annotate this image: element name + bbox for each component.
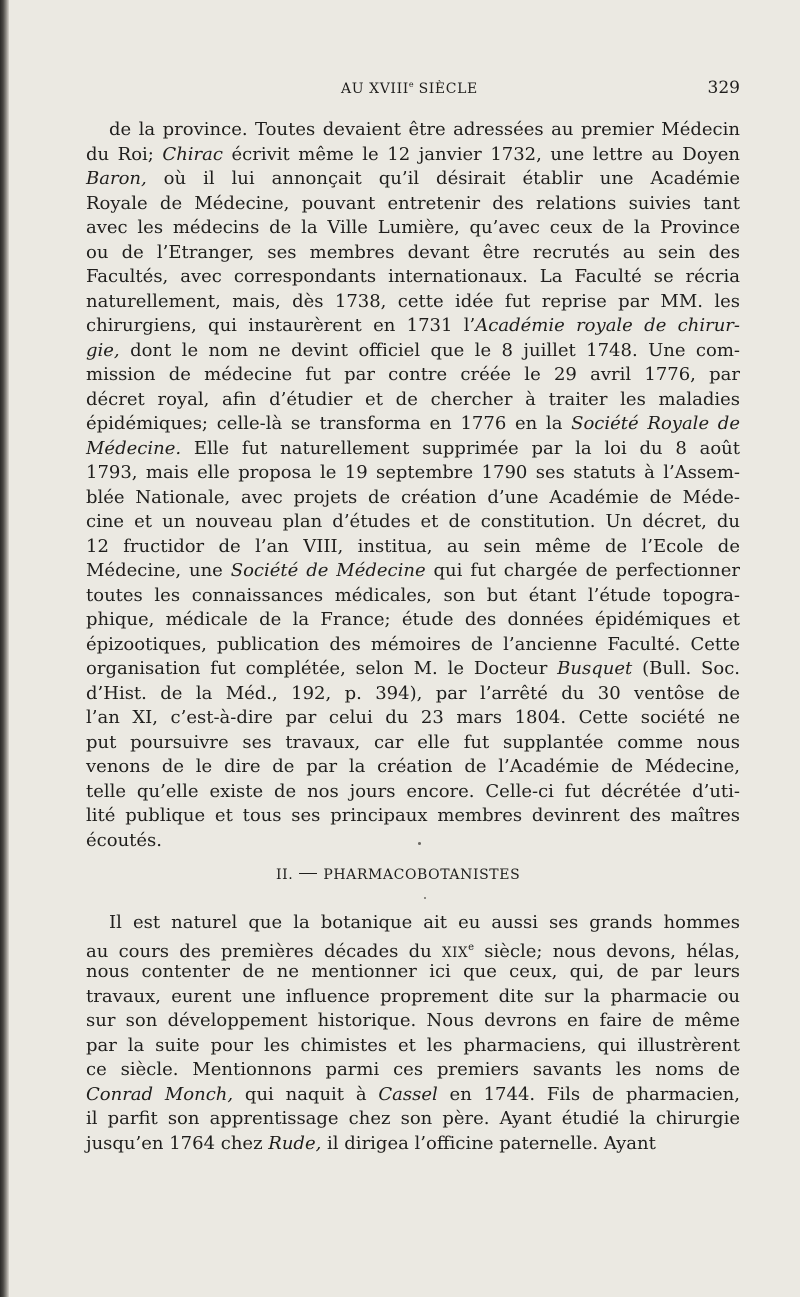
text-line	[86, 1034, 740, 1059]
text-line	[86, 911, 740, 936]
paragraph-pharmacobotanists	[86, 911, 740, 1156]
text-run: d’Hist. de la Méd., 192, p. 394), par l’arrêté du 30 ventôse de	[86, 682, 740, 704]
text-line	[86, 584, 740, 609]
text-line	[86, 412, 740, 437]
text-run: lité publique et tous ses principaux membres devinrent des maîtres	[86, 805, 740, 826]
text-run: Elle fut naturellement supprimée par la loi du 8 août	[181, 437, 740, 459]
italic-run: Cassel	[378, 1083, 438, 1105]
text-run: organisation fut complétée, selon M. le Docteur	[86, 658, 558, 679]
section-title: PHARMACOBOTANISTES	[323, 867, 521, 883]
text-line	[86, 265, 740, 290]
text-run: épidémiques; celle-là se transforma en 1776 en la	[86, 413, 572, 434]
text-run: mission de médecine fut par contre créée le 29 avril 1776, par	[86, 364, 740, 385]
text-run: ou de l’Etranger, ses membres devant être recrutés au sein des	[86, 241, 740, 263]
text-run: dont le nom ne devint officiel que le 8 juillet 1748. Une com-	[119, 339, 740, 361]
text-run: blée Nationale, avec projets de création d’une Académie de Méde-	[86, 486, 740, 508]
book-page	[86, 0, 740, 1297]
text-line	[86, 1132, 740, 1157]
text-line	[86, 437, 740, 462]
text-line	[86, 1083, 740, 1108]
book-spine-edge	[0, 0, 9, 1297]
paper-speck	[424, 897, 426, 899]
text-line	[86, 535, 740, 560]
text-line	[86, 461, 740, 486]
section-number: II.	[276, 867, 294, 883]
italic-run: Chirac	[162, 143, 223, 165]
text-run: il dirigea l’officine paternelle. Ayant	[321, 1132, 656, 1154]
italic-run: Médecine.	[86, 437, 182, 459]
text-run: sur son développement historique. Nous devrons en faire de même	[86, 1010, 740, 1031]
text-line	[86, 608, 740, 633]
section-heading	[276, 867, 520, 883]
superscript-run: e	[468, 941, 474, 953]
text-line	[86, 960, 740, 985]
text-line	[86, 731, 740, 756]
text-line	[86, 167, 740, 192]
italic-run: Société Royale de	[571, 413, 740, 434]
text-run: épizootiques, publication des mémoires de l’ancienne Faculté. Cette	[86, 633, 740, 655]
text-line	[86, 290, 740, 315]
running-head	[86, 78, 740, 100]
heading-dash	[299, 873, 317, 874]
text-run: venons de le dire de par la création de l’Académie de Médecine,	[86, 756, 740, 777]
text-run: où il lui annonçait qu’il désirait établir une Académie	[146, 168, 740, 189]
text-run: l’an XI, c’est-à-dire par celui du 23 mars 1804. Cette société ne	[86, 707, 740, 728]
text-run: chirurgiens, qui instaurèrent en 1731 l’	[86, 315, 476, 336]
text-run: Médecine, une	[86, 560, 231, 581]
italic-run: Rude,	[268, 1132, 322, 1154]
text-run: 12 fructidor de l’an VIII, institua, au sein même de l’Ecole de	[86, 535, 740, 557]
text-run: Il est naturel que la botanique ait eu aussi ses grands hommes	[109, 912, 740, 933]
text-run: put poursuivre ses travaux, car elle fut supplantée comme nous	[86, 731, 740, 753]
text-line	[86, 633, 740, 658]
text-line	[86, 1009, 740, 1034]
text-line	[86, 339, 740, 364]
text-run: siècle; nous devons, hélas,	[474, 940, 740, 962]
text-line	[86, 657, 740, 682]
paragraph-academies	[86, 118, 740, 853]
small-caps-run: XIX	[442, 944, 469, 961]
text-line	[86, 804, 740, 829]
text-line	[86, 118, 740, 143]
text-run: travaux, eurent une influence proprement dite sur la pharmacie ou	[86, 985, 740, 1007]
italic-run: Conrad Monch,	[86, 1083, 234, 1105]
text-run: jusqu’en 1764 chez	[86, 1132, 269, 1154]
text-run: toutes les connaissances médicales, son but étant l’étude topogra-	[86, 584, 740, 606]
text-run: de la province. Toutes devaient être adressées au premier Médecin	[109, 119, 740, 140]
italic-run: Académie royale de chirur-	[475, 315, 740, 336]
italic-run: Busquet	[557, 658, 633, 679]
text-line	[86, 192, 740, 217]
text-run: en 1744. Fils de pharmacien,	[437, 1083, 740, 1105]
text-line	[86, 936, 740, 961]
text-run: avec les médecins de la Ville Lumière, qu’avec ceux de la Province	[86, 217, 740, 238]
text-line	[86, 388, 740, 413]
text-run: écoutés.	[86, 829, 163, 851]
text-line	[86, 682, 740, 707]
text-line	[86, 1058, 740, 1083]
text-run: qui naquit à	[233, 1083, 379, 1105]
text-line	[86, 143, 740, 168]
text-run: il parfit son apprentissage chez son père. Ayant étudié la chirurgie	[86, 1108, 740, 1129]
text-run: décret royal, afin d’étudier et de chercher à traiter les maladies	[86, 388, 740, 410]
text-run: 1793, mais elle proposa le 19 septembre 1790 ses statuts à l’Assem-	[86, 462, 740, 483]
text-run: Facultés, avec correspondants internationaux. La Faculté se récria	[86, 266, 740, 287]
text-run: au cours des premières décades du	[86, 940, 443, 962]
text-line	[86, 1107, 740, 1132]
text-line	[86, 486, 740, 511]
text-run: qui fut chargée de perfectionner	[425, 560, 740, 581]
text-run: écrivit même le 12 janvier 1732, une lettre au Doyen	[222, 143, 740, 165]
text-run: naturellement, mais, dès 1738, cette idée fut reprise par MM. les	[86, 290, 740, 312]
text-run: nous contenter de ne mentionner ici que ceux, qui, de par leurs	[86, 961, 740, 982]
text-line	[86, 314, 740, 339]
text-run: (Bull. Soc.	[632, 658, 740, 679]
text-run: phique, médicale de la France; étude des données épidémiques et	[86, 609, 740, 630]
italic-run: Société de Médecine	[230, 560, 426, 581]
page-number: 329	[707, 78, 740, 98]
text-line	[86, 216, 740, 241]
text-run: Royale de Médecine, pouvant entretenir des relations suivies tant	[86, 192, 740, 214]
text-line	[86, 780, 740, 805]
text-line	[86, 510, 740, 535]
text-line	[86, 829, 740, 854]
italic-run: gie,	[86, 339, 120, 361]
text-line	[86, 363, 740, 388]
text-line	[86, 755, 740, 780]
text-run: ce siècle. Mentionnons parmi ces premiers savants les noms de	[86, 1059, 740, 1080]
text-line	[86, 706, 740, 731]
text-line	[86, 985, 740, 1010]
text-run: par la suite pour les chimistes et les pharmaciens, qui illustrèrent	[86, 1034, 740, 1056]
text-line	[86, 241, 740, 266]
text-run: telle qu’elle existe de nos jours encore. Celle-ci fut décrétée d’uti-	[86, 780, 740, 802]
running-head-title: AU XVIIIe SIÈCLE	[341, 80, 478, 97]
text-run: cine et un nouveau plan d’études et de constitution. Un décret, du	[86, 511, 740, 532]
text-run: du Roi;	[86, 143, 163, 165]
paper-speck	[418, 842, 421, 845]
italic-run: Baron,	[86, 168, 147, 189]
text-line	[86, 559, 740, 584]
